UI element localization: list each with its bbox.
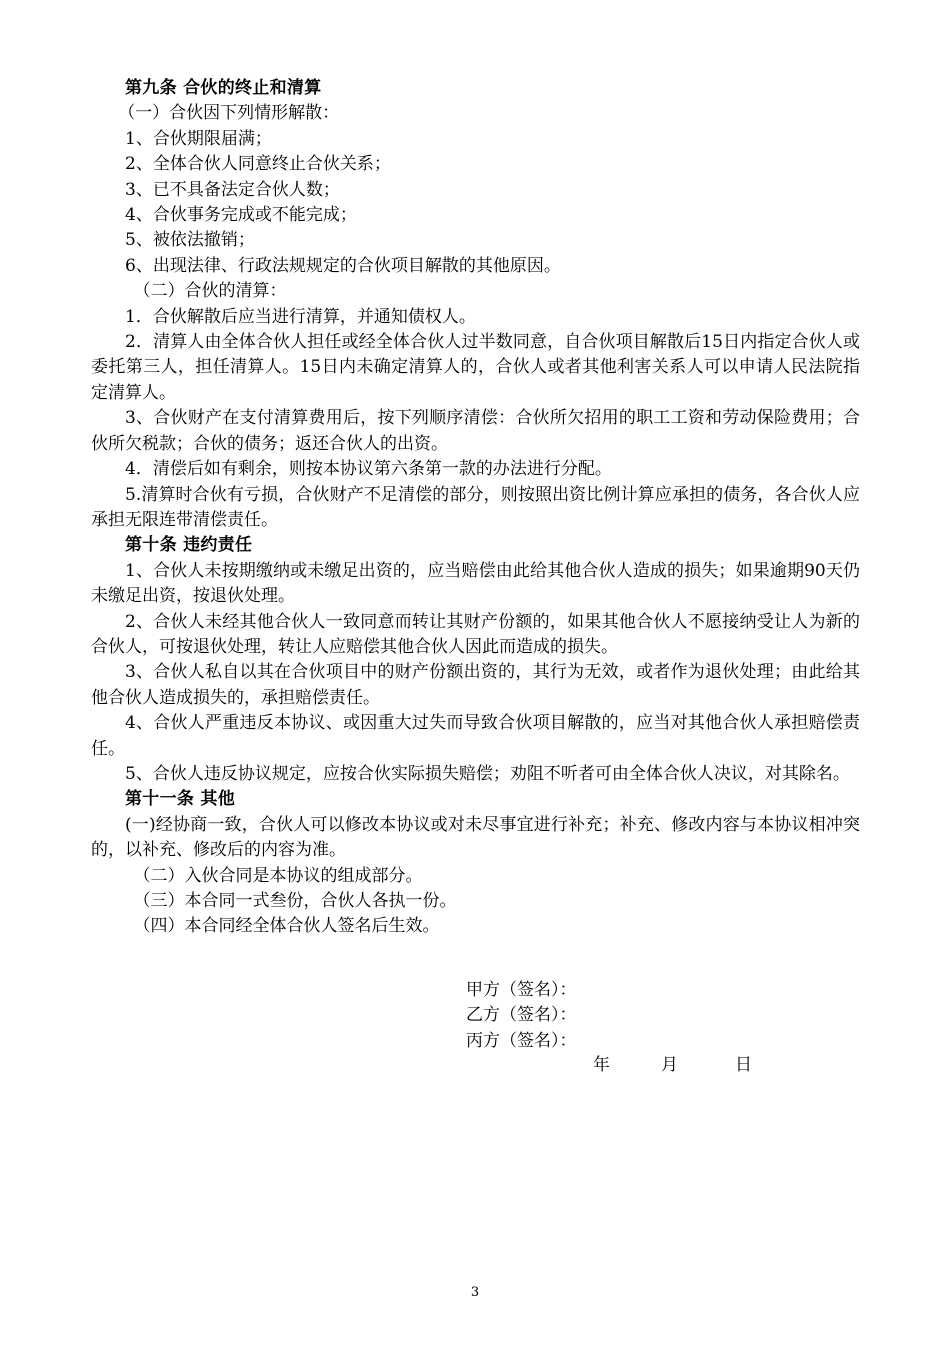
dissolution-item-5: 5、被依法撤销； bbox=[125, 230, 255, 251]
date-line bbox=[593, 1053, 752, 1078]
liquidation-item-5: 5.清算时合伙有亏损，合伙财产不足清偿的部分，则按照出资比例计算应承担的债务，各合伙人应承担无限连带清偿责任。 bbox=[91, 484, 860, 530]
liquidation-item-3: 3、合伙财产在支付清算费用后，按下列顺序清偿：合伙所欠招用的职工工资和劳动保险费用；合伙所欠税款；合伙的债务；返还合伙人的出资。 bbox=[91, 408, 860, 454]
party-b-signature: 乙方（签名）： bbox=[466, 1005, 577, 1026]
dissolution-item-4: 4、合伙事务完成或不能完成； bbox=[125, 205, 357, 226]
article-9-section-1: （一）合伙因下列情形解散： bbox=[118, 103, 340, 124]
liquidation-item-1: 1．合伙解散后应当进行清算，并通知债权人。 bbox=[125, 306, 476, 327]
dissolution-item-1: 1、合伙期限届满； bbox=[125, 128, 272, 149]
article-11-title: 第十一条 其他 bbox=[125, 789, 236, 810]
liability-item-2: 2、合伙人未经其他合伙人一致同意而转让其财产份额的，如果其他合伙人不愿接纳受让人为新的合伙人，可按退伙处理，转让人应赔偿其他合伙人因此而造成的损失。 bbox=[91, 611, 860, 657]
date-month: 月 bbox=[661, 1055, 678, 1075]
liability-item-3: 3、合伙人私自以其在合伙项目中的财产份额出资的，其行为无效，或者作为退伙处理；由此给其他合伙人造成损失的，承担赔偿责任。 bbox=[91, 662, 860, 708]
page-number: 3 bbox=[470, 1285, 480, 1300]
article-9-title: 第九条 合伙的终止和清算 bbox=[125, 78, 322, 98]
liability-item-4: 4、合伙人严重违反本协议、或因重大过失而导致合伙项目解散的，应当对其他合伙人承担赔偿责任。 bbox=[91, 713, 860, 759]
other-item-4: （四）本合同经全体合伙人签名后生效。 bbox=[133, 916, 440, 937]
other-item-3: （三）本合同一式叁份，合伙人各执一份。 bbox=[133, 891, 457, 911]
article-9-section-2: （二）合伙的清算： bbox=[133, 281, 287, 302]
date-year: 年 bbox=[593, 1055, 610, 1075]
article-10-title: 第十条 违约责任 bbox=[125, 535, 253, 556]
dissolution-item-3: 3、已不具备法定合伙人数； bbox=[125, 179, 340, 200]
signature-block bbox=[466, 978, 577, 1054]
date-day: 日 bbox=[735, 1055, 752, 1075]
dissolution-item-6: 6、出现法律、行政法规规定的合伙项目解散的其他原因。 bbox=[125, 255, 561, 276]
document-body bbox=[91, 76, 860, 940]
liquidation-item-2: 2．清算人由全体合伙人担任或经全体合伙人过半数同意，自合伙项目解散后15日内指定合伙人或委托第三人，担任清算人。15日内未确定清算人的，合伙人或者其他利害关系人可以申请人民法院指定清算人。 bbox=[91, 332, 860, 403]
liquidation-item-4: 4．清偿后如有剩余，则按本协议第六条第一款的办法进行分配。 bbox=[125, 459, 612, 480]
party-c-signature: 丙方（签名）： bbox=[466, 1030, 577, 1051]
dissolution-item-2: 2、全体合伙人同意终止合伙关系； bbox=[125, 154, 391, 175]
party-a-signature: 甲方（签名）： bbox=[466, 980, 577, 1000]
other-item-1: (一)经协商一致，合伙人可以修改本协议或对未尽事宜进行补充；补充、修改内容与本协议相冲突的，以补充、修改后的内容为准。 bbox=[91, 814, 860, 861]
liability-item-5: 5、合伙人违反协议规定，应按合伙实际损失赔偿；劝阻不听者可由全体合伙人决议，对其除名。 bbox=[125, 763, 850, 784]
liability-item-1: 1、合伙人未按期缴纳或未缴足出资的，应当赔偿由此给其他合伙人造成的损失；如果逾期90天仍未缴足出资，按退伙处理。 bbox=[91, 560, 860, 607]
other-item-2: （二）入伙合同是本协议的组成部分。 bbox=[133, 865, 423, 886]
